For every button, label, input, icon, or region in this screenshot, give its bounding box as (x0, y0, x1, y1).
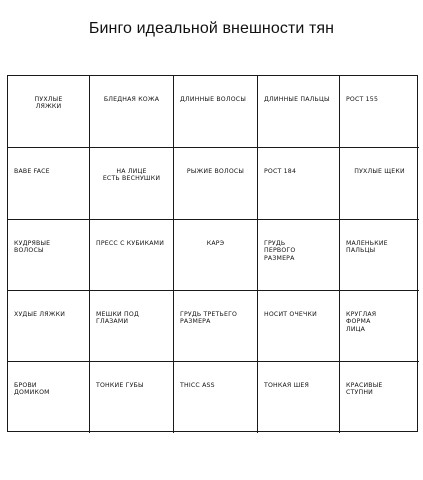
bingo-cell (174, 291, 258, 362)
bingo-cell (90, 148, 174, 220)
bingo-cell (340, 291, 419, 362)
bingo-cell (340, 76, 419, 148)
bingo-cell (90, 291, 174, 362)
bingo-cell (258, 148, 340, 220)
bingo-cell (174, 148, 258, 220)
bingo-cell (8, 362, 90, 433)
bingo-cell-label: КРУГЛАЯ ФОРМА ЛИЦА (346, 311, 377, 333)
bingo-cell-label: РОСТ 155 (346, 96, 379, 103)
bingo-cell (8, 220, 90, 291)
bingo-cell-label: THICC ASS (180, 382, 215, 389)
bingo-cell-label: МЕШКИ ПОД ГЛАЗАМИ (96, 311, 140, 326)
bingo-cell (90, 76, 174, 148)
bingo-cell (174, 220, 258, 291)
bingo-cell-label: ДЛИННЫЕ ПАЛЬЦЫ (264, 96, 330, 103)
bingo-cell-label: ПУХЛЫЕ ЩЕКИ (354, 168, 405, 175)
bingo-cell-label: ДЛИННЫЕ ВОЛОСЫ (180, 96, 246, 103)
bingo-grid (7, 75, 418, 432)
bingo-cell (8, 76, 90, 148)
bingo-cell-label: КАРЭ (206, 240, 225, 247)
page-title: Бинго идеальной внешности тян (88, 20, 335, 37)
bingo-cell-label: ХУДЫЕ ЛЯЖКИ (14, 311, 66, 318)
bingo-cell-label: НОСИТ ОЧЕЧКИ (264, 311, 317, 318)
bingo-cell-label: ГРУДЬ ПЕРВОГО РАЗМЕРА (264, 240, 296, 262)
bingo-cell (8, 291, 90, 362)
bingo-cell-label: BABE FACE (14, 168, 50, 175)
bingo-cell-label: ТОНКАЯ ШЕЯ (264, 382, 310, 389)
bingo-cell-label: МАЛЕНЬКИЕ ПАЛЬЦЫ (346, 240, 388, 255)
bingo-cell-label: ПУХЛЫЕ ЛЯЖКИ (34, 96, 63, 111)
bingo-cell-label: РЫЖИЕ ВОЛОСЫ (186, 168, 245, 175)
bingo-cell (90, 220, 174, 291)
bingo-cell-label: ПРЕСС С КУБИКАМИ (96, 240, 165, 247)
bingo-cell-label: ГРУДЬ ТРЕТЬЕГО РАЗМЕРА (180, 311, 238, 326)
bingo-cell (258, 76, 340, 148)
bingo-cell-label: БРОВИ ДОМИКОМ (14, 382, 50, 397)
bingo-cell (340, 148, 419, 220)
bingo-cell-label: ТОНКИЕ ГУБЫ (96, 382, 144, 389)
bingo-cell (174, 362, 258, 433)
bingo-cell (8, 148, 90, 220)
bingo-cell-label: КРАСИВЫЕ СТУПНИ (346, 382, 383, 397)
bingo-cell-label: РОСТ 184 (264, 168, 297, 175)
bingo-cell (340, 362, 419, 433)
bingo-cell (258, 362, 340, 433)
bingo-cell (258, 291, 340, 362)
bingo-cell (174, 76, 258, 148)
bingo-cell (258, 220, 340, 291)
bingo-cell-label: БЛЕДНАЯ КОЖА (103, 96, 160, 103)
bingo-cell (90, 362, 174, 433)
bingo-cell-label: КУДРЯВЫЕ ВОЛОСЫ (14, 240, 51, 255)
bingo-cell (340, 220, 419, 291)
bingo-cell-label: НА ЛИЦЕ ЕСТЬ ВЕСНУШКИ (102, 168, 161, 183)
